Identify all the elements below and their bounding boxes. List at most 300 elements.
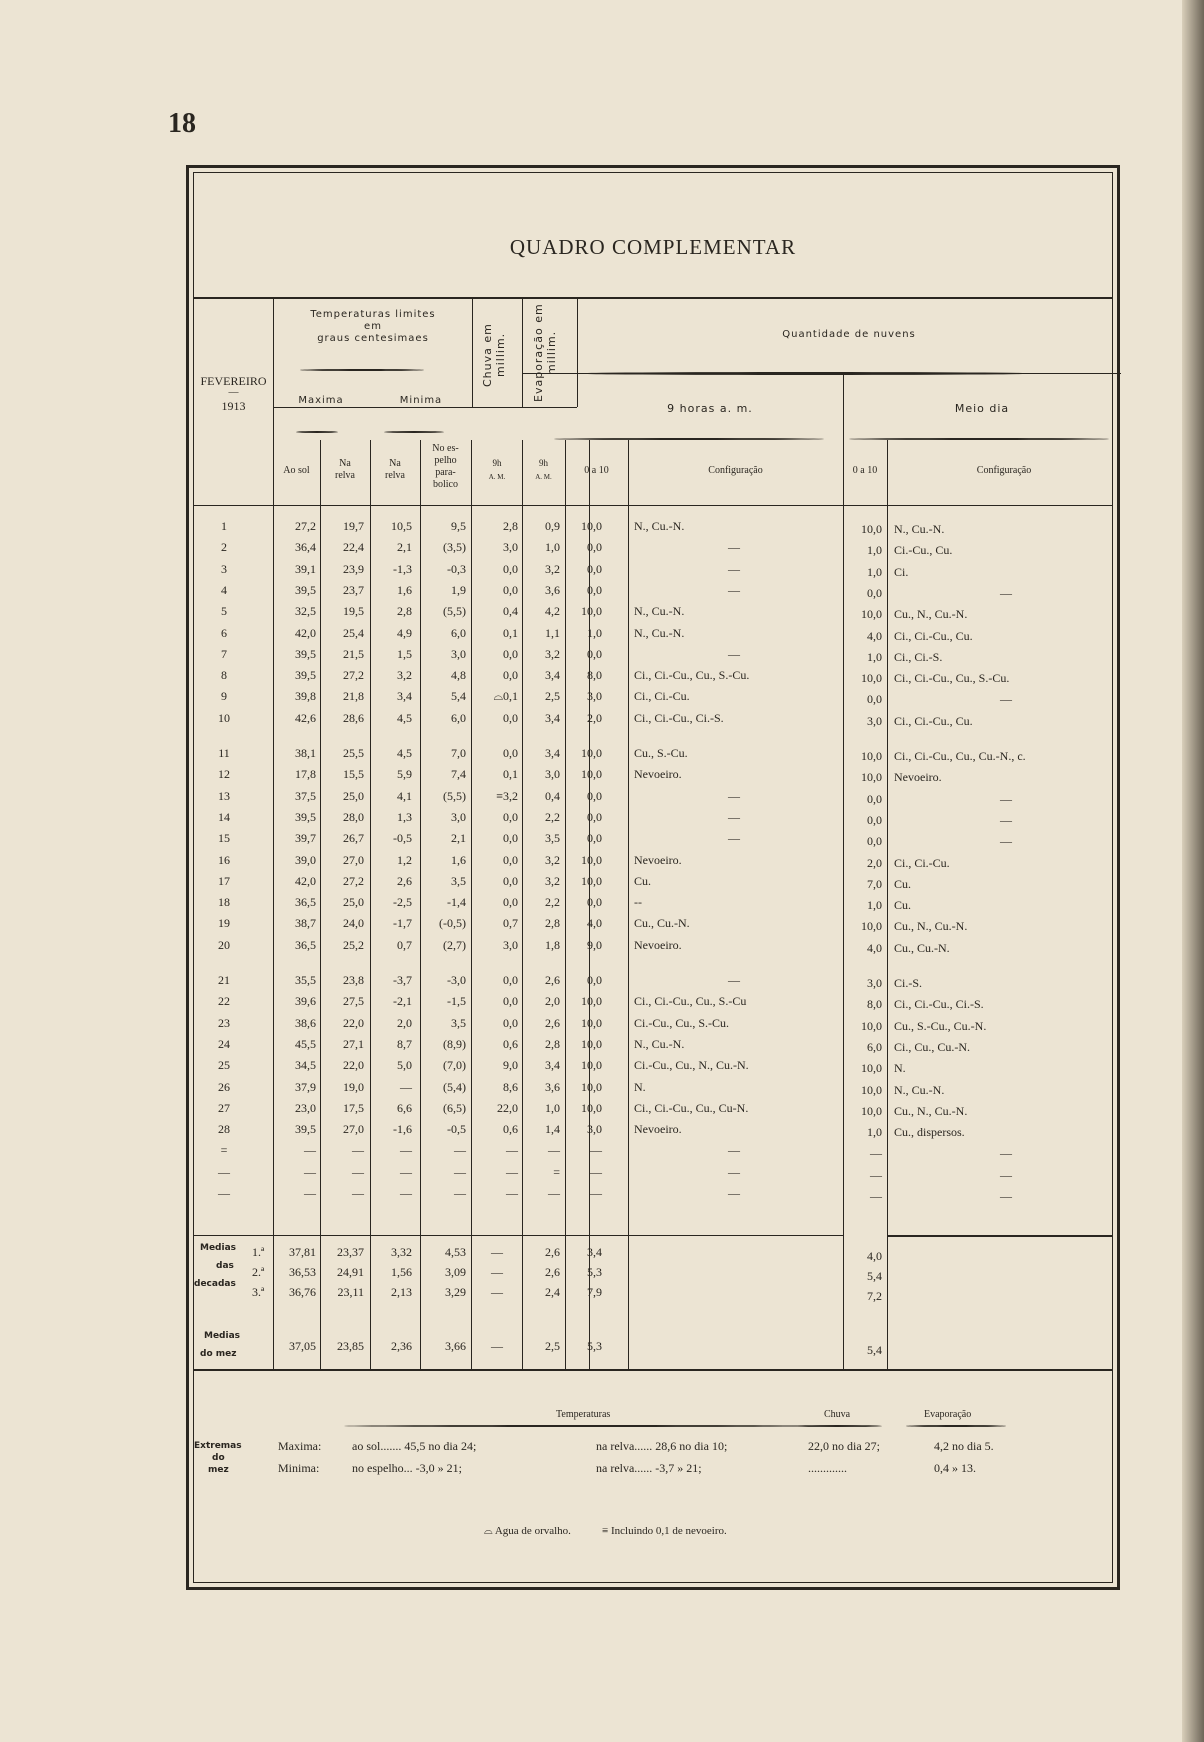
table-cell: 27,2: [343, 668, 364, 683]
table-cell: Ci.: [894, 564, 909, 579]
media-cell: 23,37: [337, 1245, 364, 1259]
table-cell: 9,0: [587, 937, 602, 952]
table-cell: 27,2: [295, 519, 316, 533]
medias-decadas-label-1: Medias: [200, 1243, 237, 1253]
meio-dia-header: Meio dia: [954, 402, 1010, 415]
table-cell: 19,5: [343, 604, 364, 619]
table-cell: -1,7: [393, 916, 412, 931]
table-cell: 5,0: [397, 1058, 412, 1073]
table-cell: Ci., Ci.-Cu., Cu., Cu.-N., c.: [894, 749, 1026, 763]
table-cell: 2,8: [397, 604, 412, 619]
decada-label: 1.ª: [252, 1245, 265, 1259]
table-cell: 10,0: [861, 1061, 882, 1076]
day-number: —: [218, 1186, 230, 1200]
day-number: 7: [221, 646, 227, 661]
table-cell: 2,2: [545, 895, 560, 910]
table-cell: 7,4: [451, 767, 466, 782]
table-cell: 34,5: [295, 1058, 316, 1073]
table-cell: 0,0: [587, 895, 602, 910]
table-cell: 10,0: [861, 671, 882, 686]
col-divider: [577, 297, 578, 407]
fog-symbol-icon: ≡: [602, 1525, 609, 1537]
min-evap: 0,4 » 13.: [934, 1461, 976, 1475]
table-cell: 37,5: [295, 788, 316, 803]
table-cell: 0,0: [587, 973, 602, 987]
evap-am: A. M.: [535, 473, 552, 481]
table-cell: 42,0: [295, 625, 316, 640]
media-cell: 2,13: [391, 1285, 412, 1299]
table-cell: 10,0: [581, 994, 602, 1009]
table-cell: 1,2: [397, 852, 412, 867]
footer-flourish: [344, 1425, 824, 1427]
table-cell: 8,6: [503, 1079, 518, 1094]
table-cell: 39,1: [295, 561, 316, 576]
day-number: 26: [218, 1079, 230, 1094]
table-cell: 23,7: [343, 582, 364, 597]
table-cell: —: [304, 1186, 316, 1200]
table-cell: 1,0: [587, 625, 602, 640]
table-cell: (-0,5): [439, 916, 466, 931]
table-cell: 4,0: [867, 628, 882, 643]
table-cell: —: [1000, 585, 1012, 600]
table-cell: 3,0: [503, 540, 518, 555]
header-flourish: [849, 438, 1109, 440]
table-cell: 0,0: [587, 561, 602, 576]
table-cell: —: [728, 646, 740, 661]
day-number: 8: [221, 668, 227, 683]
table-cell: 0,0: [587, 582, 602, 597]
medias-decadas-label-2: das: [216, 1261, 234, 1271]
table-cell: —: [304, 1143, 316, 1158]
table-cell: 39,5: [295, 809, 316, 824]
table-cell: 0,0: [867, 791, 882, 806]
evaporacao-header: Evaporação em millim.: [532, 303, 558, 403]
footer-flourish: [792, 1425, 882, 1427]
day-number: 4: [221, 582, 227, 597]
table-cell: N.: [894, 1061, 906, 1076]
table-cell: Ci., Ci.-Cu., Cu.: [894, 713, 973, 728]
table-cell: 25,2: [343, 937, 364, 952]
col-divider: [370, 440, 371, 1369]
day-number: 20: [218, 937, 230, 952]
day-number: 13: [218, 788, 230, 803]
table-cell: N., Cu.-N.: [634, 519, 685, 533]
table-cell: N., Cu.-N.: [894, 1082, 945, 1097]
table-cell: 23,8: [343, 973, 364, 987]
table-cell: 0,0: [503, 582, 518, 597]
table-cell: 25,0: [343, 895, 364, 910]
table-cell: —: [352, 1186, 364, 1200]
table-cell: (5,4): [443, 1079, 466, 1094]
table-cell: —: [870, 1189, 882, 1203]
table-cell: N., Cu.-N.: [894, 522, 945, 536]
day-number: 3: [221, 561, 227, 576]
day-number: =: [220, 1143, 228, 1158]
table-cell: 10,0: [581, 604, 602, 619]
table-cell: 0,9: [545, 519, 560, 533]
espelho-header-a: No es-: [432, 443, 459, 454]
media-cell: —: [491, 1265, 503, 1279]
table-cell: 0,0: [503, 895, 518, 910]
day-number: 23: [218, 1015, 230, 1030]
table-cell: Nevoeiro.: [634, 852, 682, 867]
media-cell: 24,91: [337, 1265, 364, 1279]
table-cell: 7,0: [451, 746, 466, 760]
table-cell: 3,6: [545, 1079, 560, 1094]
table-cell: ≡3,2: [496, 788, 518, 803]
table-cell: 21,8: [343, 689, 364, 704]
table-cell: 1,0: [867, 1125, 882, 1140]
max-evap: 4,2 no dia 5.: [934, 1439, 994, 1453]
table-cell: 2,1: [451, 831, 466, 846]
table-cell: 0,0: [867, 585, 882, 600]
day-number: 5: [221, 604, 227, 619]
table-cell: 2,5: [545, 689, 560, 704]
day-number: 17: [218, 873, 230, 888]
dew-symbol-icon: ⌓: [484, 1525, 493, 1537]
table-cell: 1,6: [397, 582, 412, 597]
table-cell: Ci., Ci.-Cu., Ci.-S.: [894, 997, 984, 1012]
col-divider: [565, 440, 566, 1369]
maxima-label: Maxima:: [278, 1439, 322, 1453]
extremas-temp-header: Temperaturas: [556, 1409, 611, 1420]
table-cell: Cu., S.-Cu., Cu.-N.: [894, 1018, 987, 1033]
table-cell: Cu., N., Cu.-N.: [894, 919, 968, 934]
table-cell: 39,5: [295, 668, 316, 683]
table-cell: 3,0: [451, 646, 466, 661]
table-cell: 35,5: [295, 973, 316, 987]
table-cell: 26,7: [343, 831, 364, 846]
header-top-rule: [194, 297, 1112, 299]
table-cell: 25,5: [343, 746, 364, 760]
day-number: 1: [221, 519, 227, 533]
table-cell: —: [454, 1164, 466, 1179]
table-cell: 39,5: [295, 646, 316, 661]
table-cell: 4,1: [397, 788, 412, 803]
media-cell: 4,53: [445, 1245, 466, 1259]
table-cell: —: [728, 540, 740, 555]
table-cell: 4,0: [867, 940, 882, 955]
table-cell: 15,5: [343, 767, 364, 782]
day-number: 9: [221, 689, 227, 704]
table-cell: Nevoeiro.: [894, 770, 942, 785]
table-cell: Ci., Ci.-Cu., Cu., Cu-N.: [634, 1100, 749, 1115]
col-divider: [420, 440, 421, 1369]
table-cell: N., Cu.-N.: [634, 604, 685, 619]
table-cell: 28,6: [343, 710, 364, 725]
media-cell: 2,4: [545, 1285, 560, 1299]
day-number: 2: [221, 540, 227, 555]
table-inner-frame: [193, 172, 1113, 1583]
zero-a-dez-header-2: 0 a 10: [852, 465, 878, 476]
table-cell: —: [548, 1143, 560, 1158]
table-cell: 4,8: [451, 668, 466, 683]
table-cell: 27,5: [343, 994, 364, 1009]
table-cell: —: [590, 1186, 602, 1200]
table-cell: 10,0: [861, 607, 882, 622]
table-cell: 39,0: [295, 852, 316, 867]
table-cell: 1,3: [397, 809, 412, 824]
table-cell: -2,5: [393, 895, 412, 910]
table-cell: Cu., dispersos.: [894, 1125, 965, 1140]
media-cell: 7,9: [587, 1285, 602, 1299]
table-cell: 4,9: [397, 625, 412, 640]
day-number: 25: [218, 1058, 230, 1073]
table-cell: 0,6: [503, 1036, 518, 1051]
table-cell: 5,9: [397, 767, 412, 782]
table-cell: 36,4: [295, 540, 316, 555]
day-number: 19: [218, 916, 230, 931]
media-mez-cell: 37,05: [289, 1339, 316, 1353]
month-label: FEVEREIRO: [200, 374, 267, 388]
table-cell: 0,4: [545, 788, 560, 803]
table-cell: 0,0: [503, 746, 518, 760]
table-cell: 10,0: [861, 770, 882, 785]
table-cell: --: [634, 895, 642, 910]
minima-header: Minima: [399, 395, 443, 406]
table-cell: 4,5: [397, 746, 412, 760]
table-cell: 22,0: [343, 1015, 364, 1030]
media-cell: 2,6: [545, 1245, 560, 1259]
table-cell: 3,6: [545, 582, 560, 597]
table-frame: [186, 165, 1120, 1590]
table-cell: 2,0: [397, 1015, 412, 1030]
table-cell: 3,4: [397, 689, 412, 704]
col-divider: [273, 297, 274, 1369]
month-dash: —: [228, 387, 239, 398]
table-cell: 1,6: [451, 852, 466, 867]
table-cell: 45,5: [295, 1036, 316, 1051]
media-cell: 36,76: [289, 1285, 316, 1299]
max-temp-sol: ao sol....... 45,5 no dia 24;: [352, 1439, 477, 1453]
day-number: 22: [218, 994, 230, 1009]
table-cell: 7,0: [867, 876, 882, 891]
medias-mez-label-2: do mez: [200, 1349, 237, 1359]
table-cell: Ci., Ci.-Cu., Cu., S.-Cu: [634, 994, 747, 1009]
media-cell: —: [491, 1245, 503, 1259]
table-cell: Ci., Ci.-Cu., Cu.: [894, 628, 973, 643]
year-label: 1913: [221, 399, 246, 413]
config-header-1: Configuração: [708, 465, 763, 476]
table-cell: 19,7: [343, 519, 364, 533]
table-cell: —: [454, 1143, 466, 1158]
header-flourish: [384, 431, 444, 433]
table-cell: 9,0: [503, 1058, 518, 1073]
table-cell: —: [728, 973, 740, 987]
temp-group-line2: em: [364, 321, 382, 332]
header-flourish: [574, 372, 1036, 375]
table-cell: 4,5: [397, 710, 412, 725]
page-number: 18: [168, 108, 196, 139]
table-cell: Ci., Ci.-Cu., Ci.-S.: [634, 710, 724, 725]
espelho-header-b: pelho: [434, 455, 457, 466]
table-cell: 42,6: [295, 710, 316, 725]
table-cell: 0,0: [503, 561, 518, 576]
table-cell: 5,4: [451, 689, 466, 704]
table-cell: ⌓0,1: [493, 689, 518, 704]
table-cell: 10,5: [391, 519, 412, 533]
table-cell: 0,4: [503, 604, 518, 619]
table-cell: 10,0: [581, 1015, 602, 1030]
table-cell: 3,2: [545, 873, 560, 888]
max-temp-relva: na relva...... 28,6 no dia 10;: [596, 1439, 728, 1453]
max-chuva: 22,0 no dia 27;: [808, 1439, 880, 1453]
table-cell: Cu., Cu.-N.: [894, 940, 950, 955]
table-cell: 2,0: [545, 994, 560, 1009]
day-number: 27: [218, 1100, 230, 1115]
table-cell: 0,0: [503, 873, 518, 888]
table-cell: —: [506, 1186, 518, 1200]
table-cell: 1,9: [451, 582, 466, 597]
table-cell: N.: [634, 1079, 646, 1094]
table-cell: Cu., Cu.-N.: [634, 916, 690, 931]
media-cell: 7,2: [867, 1289, 882, 1303]
legend-orvalho-text: Agua de orvalho.: [494, 1525, 571, 1537]
day-number: 6: [221, 625, 227, 640]
table-cell: 1,0: [545, 1100, 560, 1115]
nuvens-group-header: Quantidade de nuvens: [782, 329, 916, 340]
media-cell: 3,32: [391, 1245, 412, 1259]
table-cell: 25,4: [343, 625, 364, 640]
table-cell: 27,1: [343, 1036, 364, 1051]
table-cell: 39,7: [295, 831, 316, 846]
table-cell: —: [1000, 834, 1012, 849]
table-cell: 24,0: [343, 916, 364, 931]
day-number: 21: [218, 973, 230, 987]
table-cell: =: [553, 1164, 560, 1179]
table-cell: —: [1000, 812, 1012, 827]
table-cell: 3,2: [545, 561, 560, 576]
table-cell: 0,0: [587, 788, 602, 803]
medias-rule-right: [887, 1235, 1112, 1237]
table-cell: Cu., S.-Cu.: [634, 746, 688, 760]
table-cell: 10,0: [581, 746, 602, 760]
table-cell: -3,7: [393, 973, 412, 987]
table-cell: —: [548, 1186, 560, 1200]
table-cell: 2,8: [503, 519, 518, 533]
table-cell: —: [1000, 1146, 1012, 1161]
espelho-header-c: para-: [435, 467, 456, 478]
col-divider: [320, 440, 321, 1369]
medias-rule: [194, 1235, 843, 1236]
table-cell: 10,0: [581, 1100, 602, 1115]
table-cell: 3,5: [451, 1015, 466, 1030]
ao-sol-header: Ao sol: [283, 465, 310, 476]
table-cell: 10,0: [581, 1079, 602, 1094]
table-cell: 2,1: [397, 540, 412, 555]
header-flourish: [300, 369, 424, 371]
table-cell: Ci.-Cu., Cu., S.-Cu.: [634, 1015, 730, 1030]
day-number: 11: [218, 746, 230, 760]
min-temp-relva: na relva...... -3,7 » 21;: [596, 1461, 702, 1475]
table-cell: 36,5: [295, 895, 316, 910]
table-cell: 39,5: [295, 582, 316, 597]
table-cell: (6,5): [443, 1100, 466, 1115]
table-cell: 2,8: [545, 916, 560, 931]
table-cell: 42,0: [295, 873, 316, 888]
table-cell: —: [400, 1186, 412, 1200]
media-mez-cell: 23,85: [337, 1339, 364, 1353]
table-cell: —: [590, 1143, 602, 1158]
min-chuva: .............: [808, 1461, 847, 1475]
table-cell: 36,5: [295, 937, 316, 952]
table-cell: 19,0: [343, 1079, 364, 1094]
table-cell: —: [728, 1164, 740, 1179]
media-mez-cell: 2,36: [391, 1339, 412, 1353]
media-cell: 3,09: [445, 1265, 466, 1279]
table-cell: 0,0: [867, 834, 882, 849]
media-cell: 5,3: [587, 1265, 602, 1279]
media-cell: 3,29: [445, 1285, 466, 1299]
table-cell: 0,0: [587, 646, 602, 661]
col-divider: [522, 440, 523, 1369]
table-cell: -1,3: [393, 561, 412, 576]
table-cell: 3,5: [451, 873, 466, 888]
table-cell: N., Cu.-N.: [634, 625, 685, 640]
table-cell: Ci., Ci.-Cu., Cu., S.-Cu.: [634, 668, 750, 683]
table-cell: -2,1: [393, 994, 412, 1009]
table-cell: 2,0: [867, 855, 882, 870]
day-number: 15: [218, 831, 230, 846]
table-cell: (8,9): [443, 1036, 466, 1051]
day-number: 14: [218, 809, 230, 824]
table-cell: —: [304, 1164, 316, 1179]
extremas-chuva-header: Chuva: [824, 1409, 851, 1420]
na-relva-header-2b: relva: [385, 470, 405, 481]
table-cell: 3,0: [545, 767, 560, 782]
table-cell: —: [506, 1164, 518, 1179]
table-cell: 0,0: [503, 646, 518, 661]
table-cell: 1,0: [867, 564, 882, 579]
table-cell: 0,0: [503, 852, 518, 867]
media-cell: 1,56: [391, 1265, 412, 1279]
table-cell: 10,0: [861, 1082, 882, 1097]
table-cell: 1,0: [867, 898, 882, 913]
espelho-header-d: bolico: [433, 479, 458, 490]
table-cell: —: [728, 809, 740, 824]
table-cell: —: [590, 1164, 602, 1179]
table-cell: 1,5: [397, 646, 412, 661]
media-cell: 23,11: [337, 1285, 364, 1299]
table-cell: 10,0: [581, 1058, 602, 1073]
col-divider: [471, 440, 472, 1369]
table-cell: —: [1000, 692, 1012, 707]
table-cell: 10,0: [581, 852, 602, 867]
table-cell: Ci., Ci.-Cu.: [894, 855, 950, 870]
table-cell: 0,7: [503, 916, 518, 931]
table-cell: 3,0: [587, 689, 602, 704]
table-cell: 2,8: [545, 1036, 560, 1051]
table-cell: Nevoeiro.: [634, 1122, 682, 1137]
day-number: 16: [218, 852, 230, 867]
table-cell: 1,0: [867, 543, 882, 558]
table-cell: 4,2: [545, 604, 560, 619]
table-cell: Ci., Cu., Cu.-N.: [894, 1039, 971, 1054]
col-divider: [628, 440, 629, 1369]
table-cell: 0,0: [503, 831, 518, 846]
temp-group-line3: graus centesimaes: [317, 333, 429, 344]
table-cell: 28,0: [343, 809, 364, 824]
temp-group-line1: Temperaturas limites: [310, 309, 436, 320]
table-cell: —: [400, 1079, 412, 1094]
table-cell: 10,0: [861, 1018, 882, 1033]
media-mez-cell: 2,5: [545, 1339, 560, 1353]
table-cell: 22,0: [497, 1100, 518, 1115]
table-cell: 10,0: [861, 1103, 882, 1118]
table-cell: 8,0: [867, 997, 882, 1012]
header-flourish: [296, 431, 338, 433]
table-cell: Nevoeiro.: [634, 937, 682, 952]
